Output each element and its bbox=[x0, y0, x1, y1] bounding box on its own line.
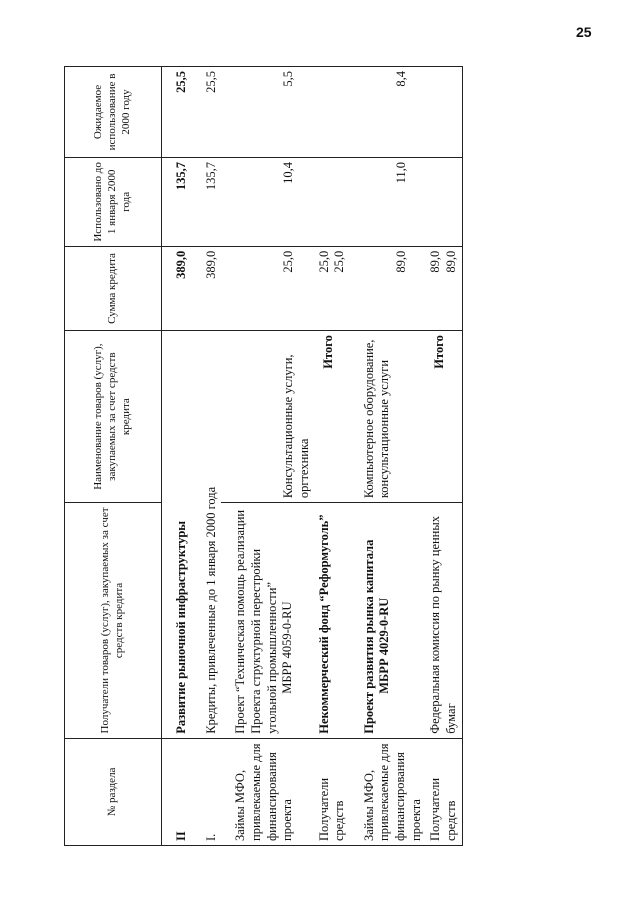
project1-title-cell bbox=[221, 503, 314, 739]
header-section-no: № раздела bbox=[65, 738, 162, 845]
project1-title: Проект “Техническая помощь реализации Проекта структурной перестройки угольной промышленности” bbox=[233, 509, 279, 734]
section-title: Развитие рыночной инфраструктуры bbox=[162, 331, 192, 739]
header-recipients: Получатели товаров (услуг), закупаемых за счет средств кредита bbox=[65, 503, 162, 739]
table-row-project-1 bbox=[221, 67, 314, 846]
project1-recipient-sum-1: 25,0 bbox=[316, 250, 331, 273]
project2-title: Проект развития рынка капитала bbox=[361, 539, 376, 734]
subsection-number: I. bbox=[192, 738, 222, 845]
project2-recipient-sum-2: 89,0 bbox=[443, 250, 458, 273]
rotated-table-container bbox=[64, 66, 584, 846]
table-header-row bbox=[65, 67, 162, 846]
empty-cell bbox=[426, 158, 462, 247]
page-number: 25 bbox=[576, 24, 592, 40]
project2-credit-sum: 89,0 bbox=[350, 246, 427, 330]
project2-loan-label: Займы МФО, привлекаемые для финансирования проекта bbox=[350, 738, 427, 845]
table-row-project-2 bbox=[350, 67, 427, 846]
project2-expected: 8,4 bbox=[350, 67, 427, 158]
section-used: 135,7 bbox=[162, 158, 192, 247]
project1-recipient: Некоммерческий фонд “Реформуголь” bbox=[315, 503, 350, 739]
header-goods: Наименование товаров (услуг), закупаемых за счет средств кредита bbox=[65, 331, 162, 503]
project1-expected: 5,5 bbox=[221, 67, 314, 158]
header-expected: Ожидаемое использование в 2000 году bbox=[65, 67, 162, 158]
section-number: II bbox=[162, 738, 192, 845]
subsection-used: 135,7 bbox=[192, 158, 222, 247]
section-expected: 25,5 bbox=[162, 67, 192, 158]
project2-recipient: Федеральная комиссия по рынку ценных бумаг bbox=[426, 503, 462, 739]
project1-total-label: Итого bbox=[315, 331, 350, 503]
project2-recipient-sums bbox=[426, 246, 462, 330]
project2-recipients-label: Получатели средств bbox=[426, 738, 462, 845]
header-used: Использовано до 1 января 2000 года bbox=[65, 158, 162, 247]
project1-recipient-sums bbox=[315, 246, 350, 330]
project1-goods: Консультационные услуги, оргтехника bbox=[221, 331, 314, 503]
table-row-project-1-recipient bbox=[315, 67, 350, 846]
project1-used: 10,4 bbox=[221, 158, 314, 247]
project1-credit-sum: 25,0 bbox=[221, 246, 314, 330]
project1-recipient-sum-2: 25,0 bbox=[332, 250, 347, 273]
table-row-project-2-recipient bbox=[426, 67, 462, 846]
subsection-title: Кредиты, привлеченные до 1 января 2000 года bbox=[192, 331, 222, 739]
project2-recipient-sum-1: 89,0 bbox=[428, 250, 443, 273]
empty-cell bbox=[315, 158, 350, 247]
project2-total-label: Итого bbox=[426, 331, 462, 503]
project2-code: МБРР 4029-0-RU bbox=[377, 597, 392, 694]
project1-loan-label: Займы МФО, привлекаемые для финансирования проекта bbox=[221, 738, 314, 845]
subsection-credit-sum: 389,0 bbox=[192, 246, 222, 330]
empty-cell bbox=[315, 67, 350, 158]
table-row-subsection bbox=[192, 67, 222, 846]
project2-goods: Компьютерное оборудование, консультационные услуги bbox=[350, 331, 427, 503]
empty-cell bbox=[426, 67, 462, 158]
project1-code: МБРР 4059-0-RU bbox=[280, 601, 295, 694]
header-credit-sum: Сумма кредита bbox=[65, 246, 162, 330]
project2-used: 11,0 bbox=[350, 158, 427, 247]
credit-table bbox=[64, 66, 463, 846]
project1-recipients-label: Получатели средств bbox=[315, 738, 350, 845]
section-credit-sum: 389,0 bbox=[162, 246, 192, 330]
subsection-expected: 25,5 bbox=[192, 67, 222, 158]
project2-title-cell bbox=[350, 503, 427, 739]
table-row-section bbox=[162, 67, 192, 846]
